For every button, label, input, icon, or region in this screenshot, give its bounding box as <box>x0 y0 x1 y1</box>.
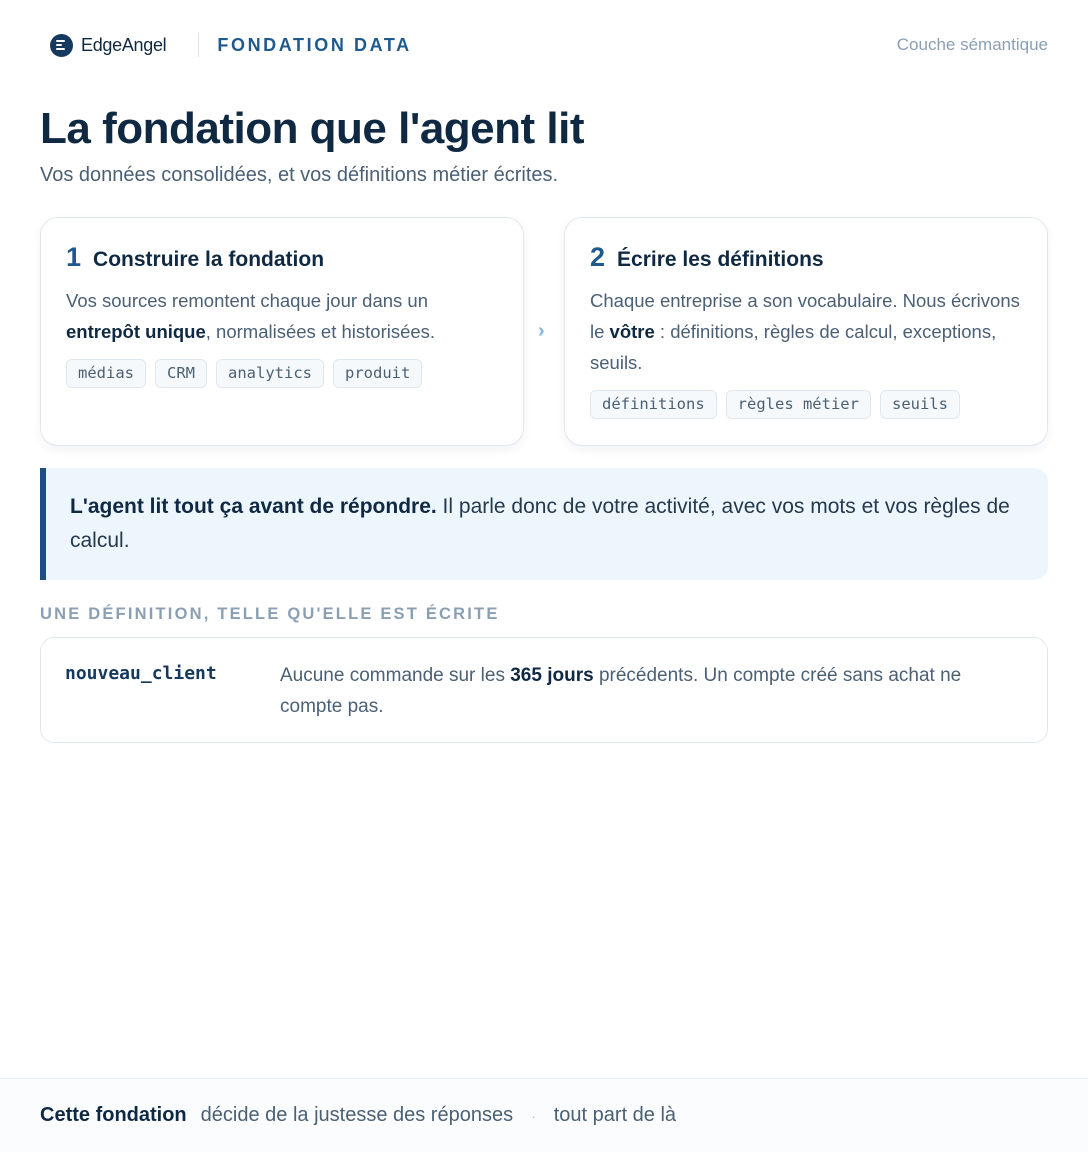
header <box>0 0 1088 90</box>
footer-strong: Cette fondation <box>40 1104 187 1126</box>
step-card-build <box>40 217 524 446</box>
step-description: Chaque entreprise a son vocabulaire. Nous écrivons le vôtre : définitions, règles de calcul, exceptions, seuils. <box>590 290 1020 373</box>
brand-name: EdgeAngel <box>81 34 167 55</box>
step-title: Construire la fondation <box>93 248 325 271</box>
tag: produit <box>333 359 422 388</box>
footer-text: décide de la justesse des réponses <box>200 1104 514 1126</box>
tag: médias <box>66 359 146 388</box>
definition-card <box>40 637 1048 743</box>
callout-bold: L'agent lit tout ça avant de répondre. <box>70 495 437 518</box>
step-card-definitions <box>564 217 1048 446</box>
step-number: 2 <box>590 242 606 272</box>
definition-term: nouveau_client <box>65 663 217 684</box>
section-label: FONDATION DATA <box>217 34 412 55</box>
footer-separator: · <box>531 1107 536 1124</box>
callout-text: Il parle donc de votre activité, avec vos mots et vos règles de calcul. <box>70 495 1010 552</box>
step-title: Écrire les définitions <box>617 248 824 271</box>
tag: définitions <box>590 390 717 419</box>
definition-section-label: UNE DÉFINITION, TELLE QU'ELLE EST ÉCRITE <box>40 605 500 623</box>
brand-logo-icon <box>50 34 73 57</box>
tag: analytics <box>216 359 324 388</box>
page-title: La fondation que l'agent lit <box>40 104 584 153</box>
brand[interactable] <box>50 34 166 57</box>
chevron-right-icon: › <box>538 320 545 342</box>
definition-text: Aucune commande sur les 365 jours précédents. Un compte créé sans achat ne compte pas. <box>280 665 962 717</box>
tag: CRM <box>155 359 207 388</box>
tag: seuils <box>880 390 960 419</box>
page-subtitle: Vos données consolidées, et vos définitions métier écrites. <box>40 164 559 186</box>
footer-text-secondary: tout part de là <box>553 1104 677 1126</box>
header-divider <box>198 33 199 57</box>
agent-callout <box>40 468 1048 580</box>
footer <box>0 1078 1088 1152</box>
tag-list <box>590 390 1023 419</box>
tag: règles métier <box>726 390 871 419</box>
step-number: 1 <box>66 242 82 272</box>
step-description: Vos sources remontent chaque jour dans un entrepôt unique, normalisées et historisées. <box>66 290 436 342</box>
tag-list <box>66 359 499 388</box>
header-right-label: Couche sémantique <box>896 35 1048 54</box>
